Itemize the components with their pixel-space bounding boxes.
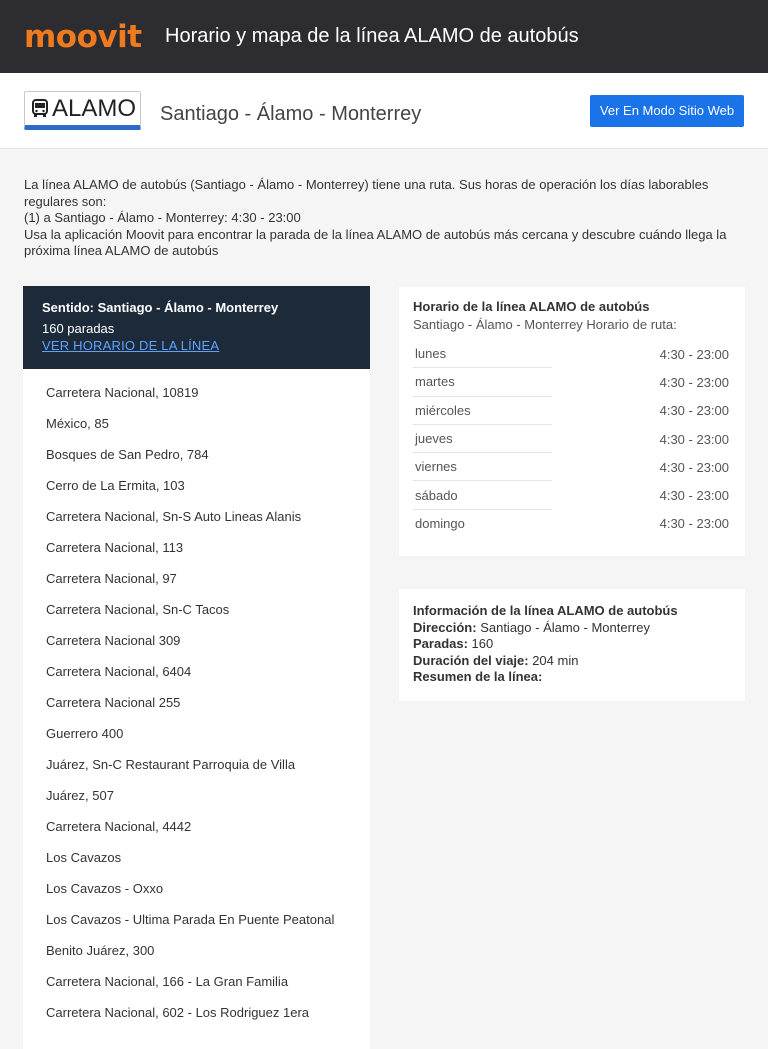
info-summary-label: Resumen de la línea: <box>413 668 543 684</box>
schedule-time: 4:30 - 23:00 <box>659 488 729 504</box>
stop-list <box>23 369 370 1049</box>
stop-item[interactable]: Carretera Nacional, 6404 <box>46 664 192 679</box>
schedule-row <box>413 510 729 538</box>
stops-panel <box>23 286 370 1049</box>
info-direction-value: Santiago - Álamo - Monterrey <box>476 620 650 635</box>
line-badge <box>24 91 141 130</box>
schedule-time: 4:30 - 23:00 <box>659 403 729 419</box>
stop-count: 160 paradas <box>42 321 115 336</box>
schedule-subtitle: Santiago - Álamo - Monterrey Horario de ruta: <box>413 317 677 332</box>
stop-item[interactable]: Juárez, Sn-C Restaurant Parroquia de Villa <box>46 757 296 772</box>
info-duration <box>413 653 729 669</box>
stop-item[interactable]: Carretera Nacional, 10819 <box>46 385 199 400</box>
stop-item[interactable]: Carretera Nacional, 113 <box>46 540 184 555</box>
stop-item[interactable]: Carretera Nacional, 166 - La Gran Familia <box>46 974 289 989</box>
schedule-time: 4:30 - 23:00 <box>659 346 729 362</box>
intro-text <box>24 177 749 260</box>
stop-item[interactable]: Carretera Nacional 255 <box>46 695 181 710</box>
schedule-card <box>399 287 745 556</box>
line-header <box>0 73 768 149</box>
schedule-row <box>413 453 729 481</box>
info-summary <box>413 669 729 685</box>
schedule-time: 4:30 - 23:00 <box>659 374 729 390</box>
line-info-card <box>399 589 745 701</box>
page-title: Horario y mapa de la línea ALAMO de autobús <box>165 25 579 47</box>
stop-item[interactable]: Juárez, 507 <box>46 788 114 803</box>
view-website-button[interactable]: Ver En Modo Sitio Web <box>590 95 744 127</box>
stop-item[interactable]: Carretera Nacional, 4442 <box>46 819 192 834</box>
stop-item[interactable]: Los Cavazos - Oxxo <box>46 881 164 896</box>
line-badge-label: ALAMO <box>52 94 137 122</box>
info-duration-label: Duración del viaje: <box>413 652 529 668</box>
intro-line-1: La línea ALAMO de autobús (Santiago - Álamo - Monterrey) tiene una ruta. Sus horas de operación los días laborables regulares son: <box>24 177 709 209</box>
schedule-row <box>413 340 729 368</box>
info-stops-label: Paradas: <box>413 636 468 652</box>
schedule-day: sábado <box>413 481 552 509</box>
direction-title: Sentido: Santiago - Álamo - Monterrey <box>42 300 279 315</box>
info-direction <box>413 620 729 636</box>
schedule-day: domingo <box>415 516 465 532</box>
info-stops <box>413 636 729 652</box>
moovit-logo[interactable]: moovit <box>24 18 142 55</box>
stop-item[interactable]: Benito Juárez, 300 <box>46 943 155 958</box>
direction-box <box>23 286 370 369</box>
stop-item[interactable]: Los Cavazos <box>46 850 122 865</box>
schedule-title: Horario de la línea ALAMO de autobús <box>413 299 650 314</box>
stop-item[interactable]: Carretera Nacional, 602 - Los Rodriguez 1era <box>46 1005 310 1020</box>
stop-item[interactable]: Carretera Nacional, Sn-C Tacos <box>46 602 230 617</box>
schedule-row <box>413 368 729 396</box>
schedule-day: miércoles <box>413 397 552 425</box>
stop-item[interactable]: Guerrero 400 <box>46 726 124 741</box>
schedule-table <box>413 340 729 538</box>
view-schedule-link[interactable]: VER HORARIO DE LA LÍNEA <box>42 338 220 353</box>
schedule-day: viernes <box>413 453 552 481</box>
stop-item[interactable]: Carretera Nacional 309 <box>46 633 181 648</box>
stop-item[interactable]: Carretera Nacional, Sn-S Auto Lineas Alanis <box>46 509 302 524</box>
info-stops-value: 160 <box>467 636 494 652</box>
intro-line-2: (1) a Santiago - Álamo - Monterrey: 4:30 - 23:00 <box>24 210 301 225</box>
schedule-time: 4:30 - 23:00 <box>659 459 729 475</box>
schedule-row <box>413 397 729 425</box>
top-header <box>0 0 768 73</box>
schedule-time: 4:30 - 23:00 <box>659 516 729 532</box>
schedule-row <box>413 481 729 509</box>
info-direction-label: Dirección: <box>413 620 477 635</box>
schedule-day: jueves <box>413 425 552 453</box>
stop-item[interactable]: Cerro de La Ermita, 103 <box>46 478 185 493</box>
info-duration-value: 204 min <box>528 652 579 668</box>
line-route-title: Santiago - Álamo - Monterrey <box>160 103 422 125</box>
schedule-row <box>413 425 729 453</box>
stop-item[interactable]: Los Cavazos - Ultima Parada En Puente Peatonal <box>46 912 335 927</box>
stop-item[interactable]: Carretera Nacional, 97 <box>46 571 177 586</box>
info-title: Información de la línea ALAMO de autobús <box>413 603 678 618</box>
schedule-day: martes <box>413 368 552 396</box>
stop-item[interactable]: Bosques de San Pedro, 784 <box>46 447 209 462</box>
intro-line-3: Usa la aplicación Moovit para encontrar la parada de la línea ALAMO de autobús más cercana y descubre cuándo llega la próxima línea ALAMO de autobús <box>24 226 727 258</box>
bus-icon <box>31 99 49 119</box>
schedule-time: 4:30 - 23:00 <box>659 431 729 447</box>
stop-item[interactable]: México, 85 <box>46 416 109 431</box>
schedule-day: lunes <box>413 340 552 368</box>
